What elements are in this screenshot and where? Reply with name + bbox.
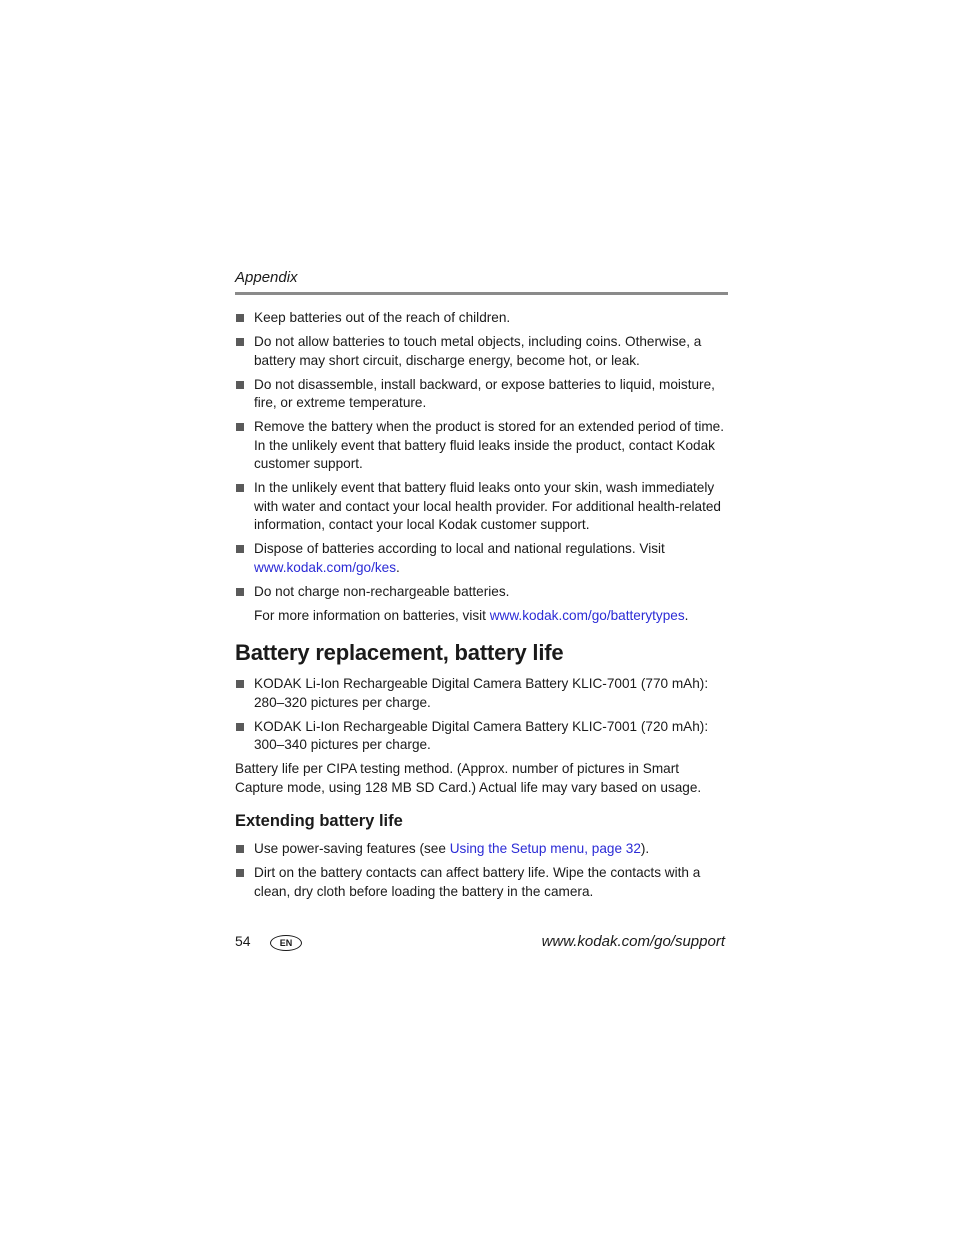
list-item: KODAK Li-Ion Rechargeable Digital Camera Battery KLIC-7001 (770 mAh): 280–320 pictures per charge. xyxy=(235,675,728,712)
language-badge: EN xyxy=(270,935,302,951)
extending-heading: Extending battery life xyxy=(235,812,403,830)
square-bullet-icon xyxy=(236,680,244,688)
square-bullet-icon xyxy=(236,845,244,853)
support-url: www.kodak.com/go/support xyxy=(541,933,725,950)
header-rule xyxy=(235,292,728,295)
battery-safety-list xyxy=(235,309,728,601)
battery-life-list xyxy=(235,675,728,755)
list-item: KODAK Li-Ion Rechargeable Digital Camera Battery KLIC-7001 (720 mAh): 300–340 pictures per charge. xyxy=(235,718,728,755)
cipa-note: Battery life per CIPA testing method. (Approx. number of pictures in Smart Capture mode, using 128 MB SD Card.) Actual life may vary based on usage. xyxy=(235,761,702,795)
list-item: Dirt on the battery contacts can affect battery life. Wipe the contacts with a clean, dry cloth before loading the battery in the camera. xyxy=(235,864,728,901)
list-item: Keep batteries out of the reach of children. xyxy=(235,309,728,328)
page-footer xyxy=(235,931,725,953)
replacement-heading: Battery replacement, battery life xyxy=(235,640,564,665)
square-bullet-icon xyxy=(236,588,244,596)
list-item: Dispose of batteries according to local and national regulations. Visit www.kodak.com/go/kes. xyxy=(235,540,728,577)
list-item: Do not disassemble, install backward, or expose batteries to liquid, moisture, fire, or extreme temperature. xyxy=(235,376,728,413)
section-header: Appendix xyxy=(235,269,298,286)
list-item: Use power-saving features (see Using the Setup menu, page 32). xyxy=(235,840,728,859)
page-number: 54 xyxy=(235,933,251,949)
setup-menu-link[interactable]: Using the Setup menu, page 32 xyxy=(449,841,641,856)
kes-link[interactable]: www.kodak.com/go/kes xyxy=(254,559,397,575)
square-bullet-icon xyxy=(236,314,244,322)
more-info-note: For more information on batteries, visit www.kodak.com/go/batterytypes. xyxy=(254,607,689,623)
square-bullet-icon xyxy=(236,723,244,731)
square-bullet-icon xyxy=(236,484,244,492)
square-bullet-icon xyxy=(236,869,244,877)
square-bullet-icon xyxy=(236,423,244,431)
square-bullet-icon xyxy=(236,338,244,346)
list-item: Remove the battery when the product is stored for an extended period of time. In the unlikely event that battery fluid leaks inside the product, contact Kodak customer support. xyxy=(235,418,728,474)
list-item: Do not charge non-rechargeable batteries. xyxy=(235,583,728,602)
extending-list xyxy=(235,840,728,901)
page-content xyxy=(235,268,728,907)
square-bullet-icon xyxy=(236,545,244,553)
batterytypes-link[interactable]: www.kodak.com/go/batterytypes xyxy=(489,607,685,623)
square-bullet-icon xyxy=(236,381,244,389)
list-item: Do not allow batteries to touch metal objects, including coins. Otherwise, a battery may short circuit, discharge energy, become hot, or leak. xyxy=(235,333,728,370)
list-item: In the unlikely event that battery fluid leaks onto your skin, wash immediately with water and contact your local health provider. For additional health-related information, contact your local Kodak customer support. xyxy=(235,479,728,535)
